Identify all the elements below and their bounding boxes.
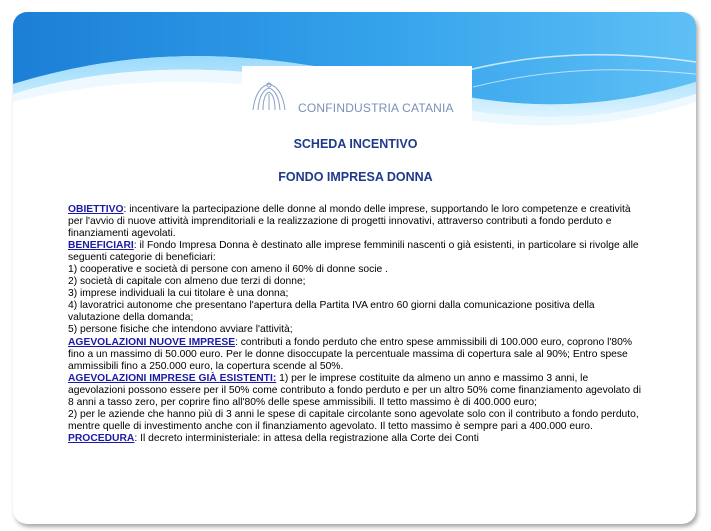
- list-item: 3) imprese individuali la cui titolare è una donna;: [68, 288, 289, 300]
- list-item: 1) cooperative e società di persone con ameno il 60% di donne socie .: [68, 264, 388, 276]
- title-scheda-incentivo: SCHEDA INCENTIVO: [293, 137, 418, 151]
- procedura-text: : Il decreto interministeriale: in attesa della registrazione alla Corte dei Conti: [134, 432, 479, 444]
- obiettivo-paragraph: [68, 204, 648, 240]
- beneficiari-paragraph: [68, 240, 648, 264]
- agevolazioni-esistenti-text: 1) per le imprese costituite da almeno un anno e massimo 3 anni, le agevolazioni possono essere per il 50% come contributo a fondo perduto e per un altro 50% come finanziamento agevolato di 8 anni a tasso zero, per coprire fino all'80% delle spese ammissibili. Il tetto massimo è di 400.000 euro;: [68, 372, 641, 408]
- incentive-details: [68, 204, 648, 445]
- agevolazioni-nuove-paragraph: [68, 337, 648, 373]
- logo-org-name: CONFINDUSTRIA CATANIA: [298, 101, 454, 115]
- beneficiari-text: : il Fondo Impresa Donna è destinato alle imprese femminili nascenti o già esistenti, in particolare si rivolge alle seguenti categorie di beneficiari:: [68, 240, 639, 264]
- procedura-label: PROCEDURA: [68, 432, 135, 444]
- beneficiari-label: BENEFICIARI: [68, 240, 134, 252]
- agevolazioni-esistenti-paragraph: [68, 373, 648, 409]
- obiettivo-label: OBIETTIVO: [68, 204, 124, 215]
- procedura-paragraph: [68, 433, 648, 445]
- list-item: 5) persone fisiche che intendono avviare l'attività;: [68, 324, 293, 336]
- agevolazioni-nuove-label: AGEVOLAZIONI NUOVE IMPRESE: [68, 336, 236, 348]
- agevolazioni-nuove-text: : contributi a fondo perduto che entro spese ammissibili di 100.000 euro, coprono l'80% fino a un massimo di 50.000 euro. Per le donne disoccupate la percentuale massima di copertura sale al 90%; Entro spese ammissibili fino a 250.000 euro, la copertura scende al 50%.: [68, 336, 632, 372]
- list-item: 4) lavoratrici autonome che presentano l'apertura della Partita IVA entro 60 giorni dalla comunicazione positiva della valutazione della domanda;: [68, 300, 595, 324]
- agevolazioni-esistenti-label: AGEVOLAZIONI IMPRESE GIÀ ESISTENTI:: [68, 372, 277, 384]
- title-fondo-impresa-donna: FONDO IMPRESA DONNA: [278, 170, 433, 184]
- confindustria-eagle-icon: [249, 80, 289, 114]
- agevolazioni-esistenti-item-2: 2) per le aziende che hanno più di 3 anni le spese di capitale circolante sono agevolate solo con il contributo a fondo perduto, mentre quelle di investimento anche con il finanziamento agevolato. Il tetto massimo è sempre pari a 400.000 euro.: [68, 408, 639, 432]
- obiettivo-text: : incentivare la partecipazione delle donne al mondo delle imprese, supportando le loro competenze e creatività per l'avvio di nuove attività imprenditoriali e la realizzazione di progetti innovativi, attraverso contributi a fondo perduto e finanziamenti agevolati.: [68, 204, 631, 240]
- list-item: 2) società di capitale con almeno due terzi di donne;: [68, 276, 306, 288]
